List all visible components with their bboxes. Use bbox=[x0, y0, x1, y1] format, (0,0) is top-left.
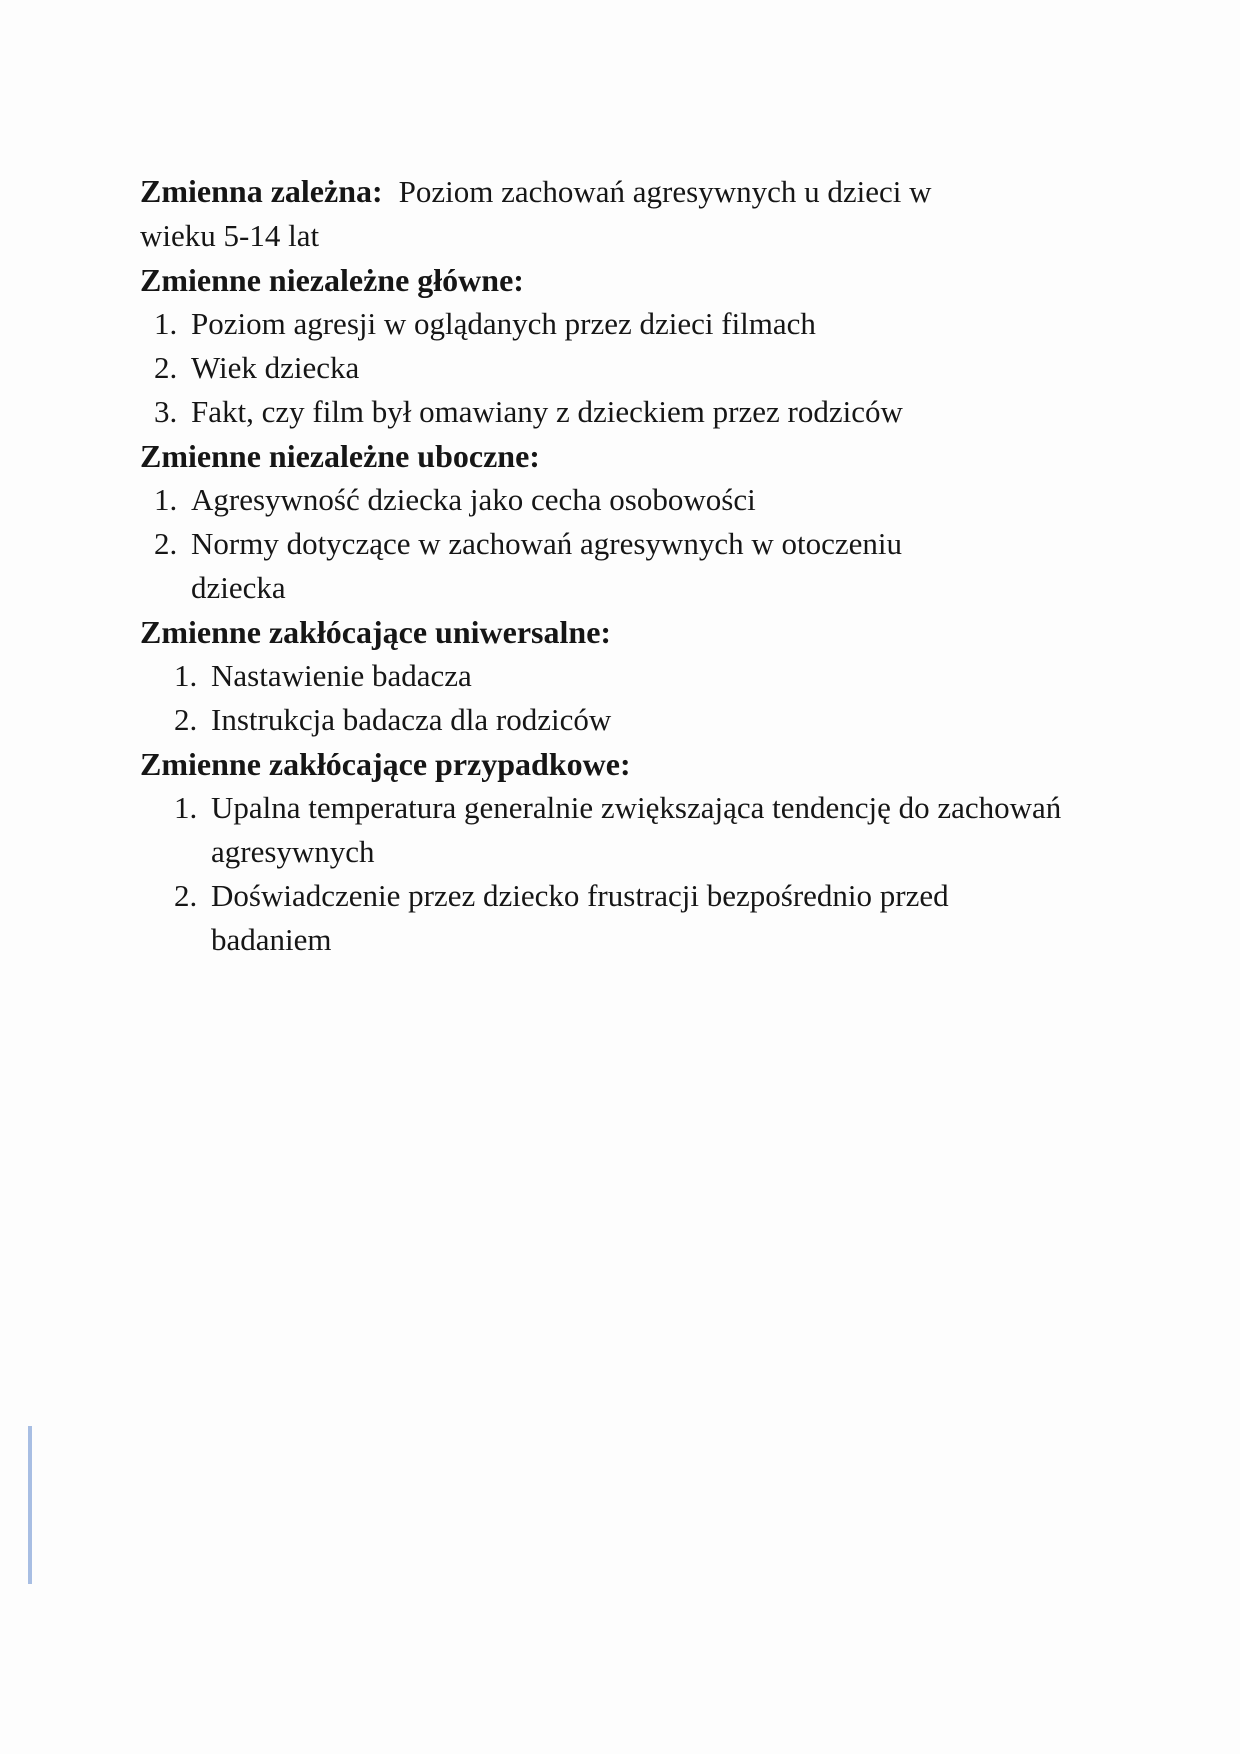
heading-zaklocajace-przypadkowe: Zmienne zakłócające przypadkowe: bbox=[140, 746, 631, 782]
heading-zaklocajace-uniwersalne: Zmienne zakłócające uniwersalne: bbox=[140, 614, 612, 650]
list-zaklocajace-uniwersalne bbox=[140, 654, 1150, 742]
heading-zmienna-zalezna: Zmienna zależna: bbox=[140, 173, 383, 209]
section-niezalezne-glowne bbox=[140, 258, 1150, 434]
list-item: 2. Doświadczenie przez dziecko frustracji bezpośrednio przed badaniem bbox=[205, 874, 1001, 962]
list-item: 1. Agresywność dziecka jako cecha osobowości bbox=[185, 478, 1150, 522]
page-edge-mark bbox=[28, 1426, 32, 1584]
list-item: 2. Instrukcja badacza dla rodziców bbox=[205, 698, 1150, 742]
list-item: 2. Wiek dziecka bbox=[185, 346, 1150, 390]
zmienna-zalezna-text: Poziom zachowań agresywnych u dzieci w wieku 5-14 lat bbox=[140, 174, 932, 253]
section-zaklocajace-uniwersalne bbox=[140, 610, 1150, 742]
section-zaklocajace-przypadkowe bbox=[140, 742, 1150, 962]
list-zaklocajace-przypadkowe bbox=[140, 786, 1150, 962]
list-niezalezne-glowne bbox=[140, 302, 1150, 434]
list-item: 1. Nastawienie badacza bbox=[205, 654, 1150, 698]
heading-niezalezne-glowne: Zmienne niezależne główne: bbox=[140, 262, 524, 298]
paragraph-zmienna-zalezna bbox=[140, 169, 970, 258]
list-item: 3. Fakt, czy film był omawiany z dzieckiem przez rodziców bbox=[185, 390, 1150, 434]
heading-niezalezne-uboczne: Zmienne niezależne uboczne: bbox=[140, 438, 540, 474]
list-item: 1. Upalna temperatura generalnie zwiększająca tendencję do zachowań agresywnych bbox=[205, 786, 1091, 874]
list-item: 2. Normy dotyczące w zachowań agresywnych w otoczeniu dziecka bbox=[185, 522, 971, 610]
section-niezalezne-uboczne bbox=[140, 434, 1150, 610]
list-item: 1. Poziom agresji w oglądanych przez dzieci filmach bbox=[185, 302, 1150, 346]
list-niezalezne-uboczne bbox=[140, 478, 1150, 610]
